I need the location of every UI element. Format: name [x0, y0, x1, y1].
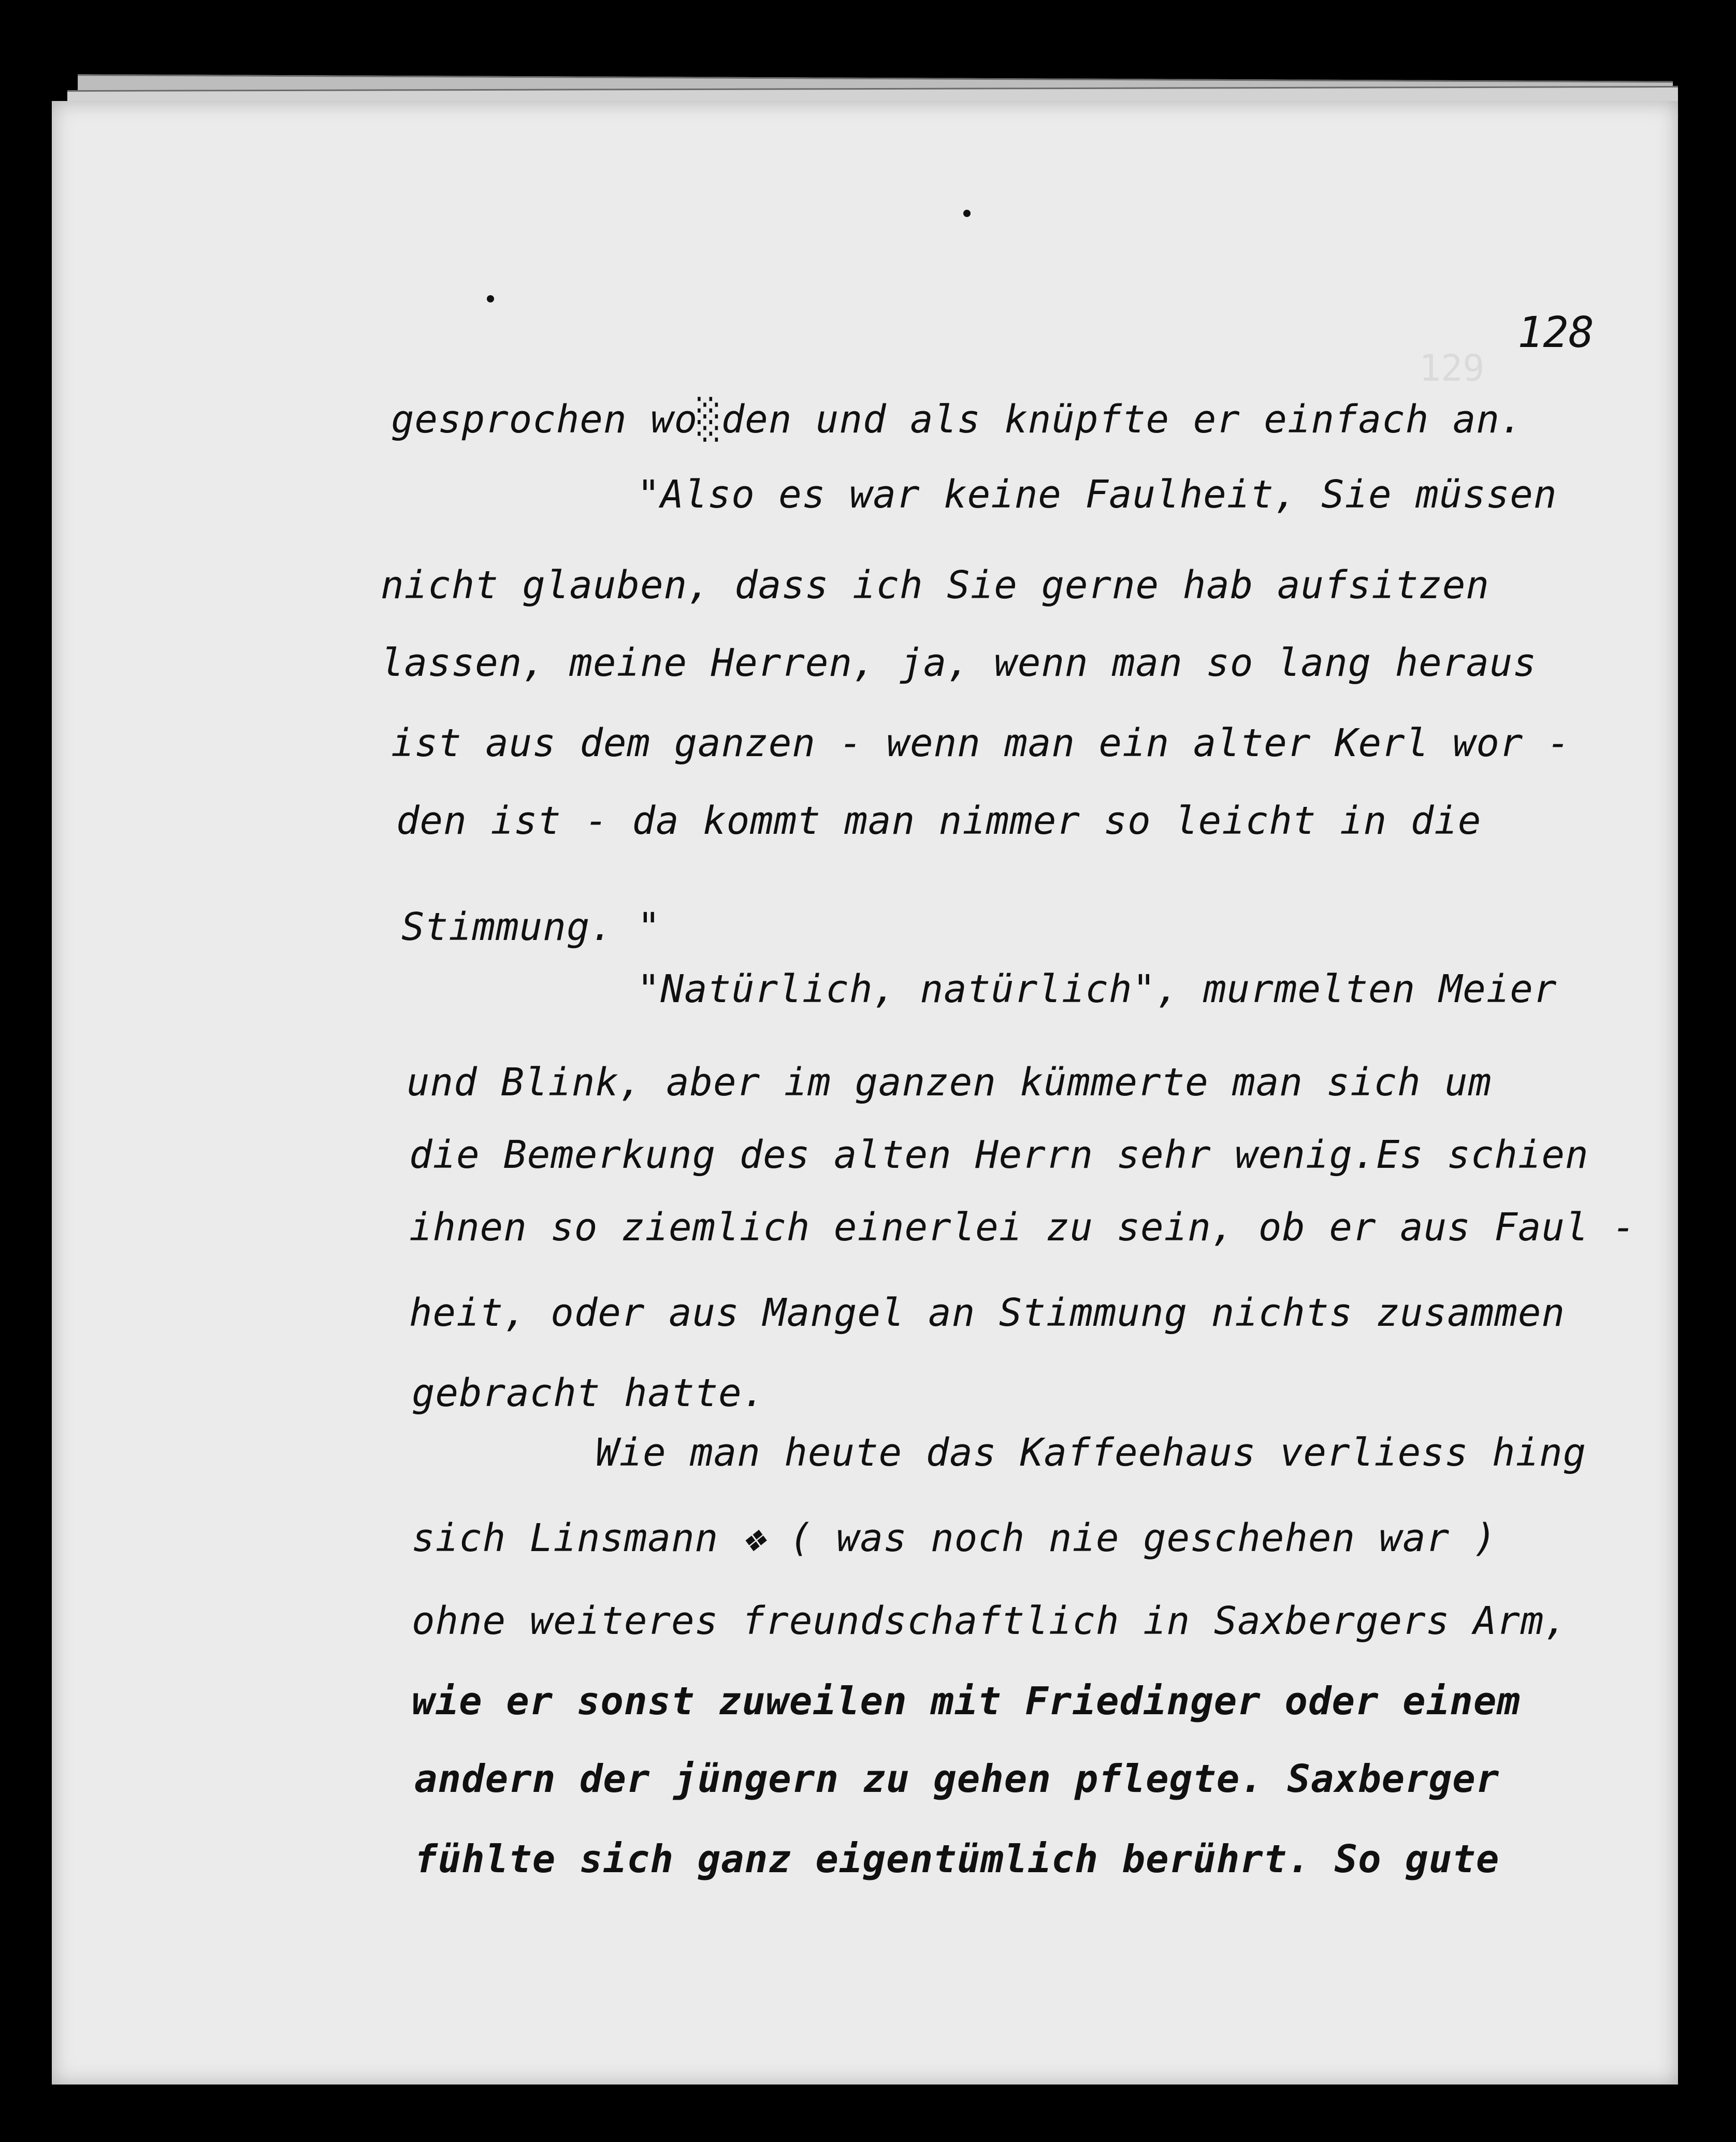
text-line: den ist - da kommt man nimmer so leicht in die — [396, 799, 1482, 843]
text-line: gesprochen wo░den und als knüpfte er einfach an. — [391, 397, 1524, 442]
text-line: "Also es war keine Faulheit, Sie müssen — [637, 472, 1557, 517]
text-line: ist aus dem ganzen - wenn man ein alter Kerl wor - — [391, 721, 1571, 765]
text-line: lassen, meine Herren, ja, wenn man so lang heraus — [381, 641, 1537, 685]
text-line: fühlte sich ganz eigentümlich berührt. So gute — [414, 1837, 1500, 1882]
text-line: "Natürlich, natürlich", murmelten Meier — [637, 967, 1557, 1011]
text-line: gebracht hatte. — [412, 1371, 766, 1415]
page-number: 128 — [1517, 308, 1595, 357]
text-line: ohne weiteres freundschaftlich in Saxbergers Arm, — [412, 1599, 1568, 1643]
ghost-page-number: 129 — [1419, 347, 1485, 389]
text-line: nicht glauben, dass ich Sie gerne hab aufsitzen — [381, 563, 1489, 607]
text-line: ihnen so ziemlich einerlei zu sein, ob er aus Faul - — [409, 1205, 1636, 1250]
text-line: Stimmung. " — [401, 905, 661, 949]
text-line: Wie man heute das Kaffeehaus verliess hing — [596, 1430, 1587, 1475]
text-line: und Blink, aber im ganzen kümmerte man sich um — [407, 1060, 1492, 1105]
text-line: sich Linsmann ❖ ( was noch nie geschehen war ) — [412, 1516, 1497, 1560]
text-line: wie er sonst zuweilen mit Friedinger oder einem — [412, 1679, 1521, 1724]
text-line: die Bemerkung des alten Herrn sehr wenig.Es schien — [409, 1133, 1589, 1177]
text-line: andern der jüngern zu gehen pflegte. Saxberger — [414, 1757, 1500, 1801]
text-line: heit, oder aus Mangel an Stimmung nichts zusammen — [409, 1291, 1566, 1335]
